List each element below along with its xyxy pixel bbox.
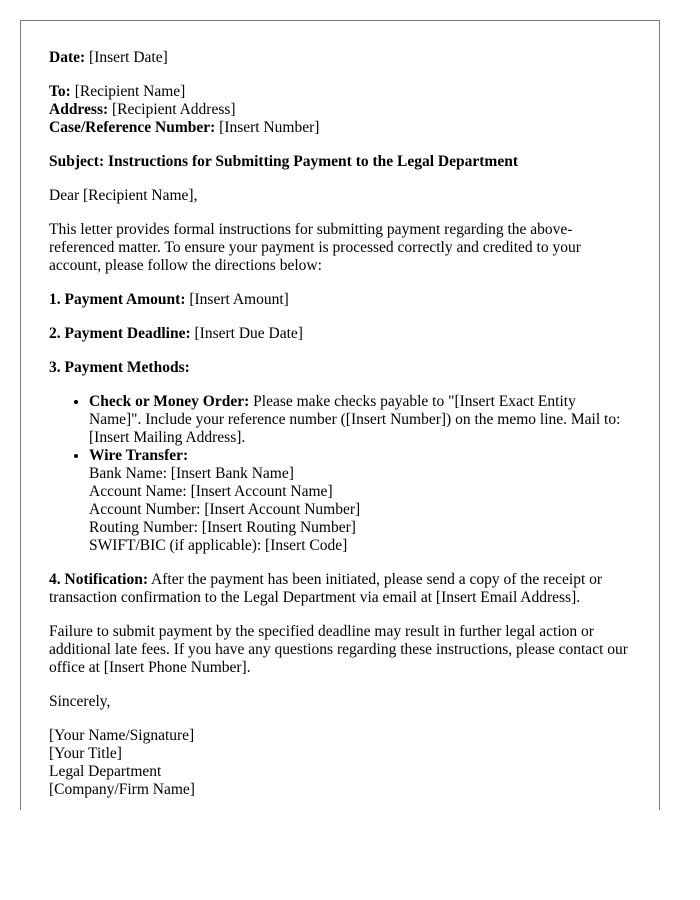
signature-company: [Company/Firm Name] <box>49 781 195 798</box>
subject-line <box>49 153 631 171</box>
signature-name: [Your Name/Signature] <box>49 727 195 744</box>
payment-amount-label: 1. Payment Amount: <box>49 291 186 308</box>
to-line <box>49 83 631 101</box>
to-value: [Recipient Name] <box>70 83 186 100</box>
wire-label: Wire Transfer: <box>89 447 189 464</box>
date-label: Date: <box>49 49 86 66</box>
notification-paragraph <box>49 571 631 607</box>
subject-text: Subject: Instructions for Submitting Payment to the Legal Department <box>49 153 518 170</box>
list-item-check <box>89 393 631 447</box>
date-line <box>49 49 631 67</box>
address-label: Address: <box>49 101 109 118</box>
notification-label: 4. Notification: <box>49 571 149 588</box>
to-label: To: <box>49 83 71 100</box>
case-line <box>49 119 631 137</box>
notification-text: After the payment has been initiated, please send a copy of the receipt or transaction confirmation to the Legal Department via email at [Insert Email Address]. <box>49 571 603 606</box>
payment-methods-label: 3. Payment Methods: <box>49 359 190 376</box>
address-value: [Recipient Address] <box>108 101 236 118</box>
bank-name-line: Bank Name: [Insert Bank Name] <box>89 465 294 482</box>
failure-paragraph: Failure to submit payment by the specified deadline may result in further legal action or additional late fees. If you have any questions regarding these instructions, please contact our office at [Insert Phone Number]. <box>49 623 628 676</box>
payment-deadline-value: [Insert Due Date] <box>190 325 303 342</box>
closing: Sincerely, <box>49 693 111 710</box>
signature-title: [Your Title] <box>49 745 122 762</box>
case-label: Case/Reference Number: <box>49 119 216 136</box>
intro-paragraph: This letter provides formal instructions for submitting payment regarding the above-referenced matter. To ensure your payment is processed correctly and credited to your account, please follow the directions below: <box>49 221 581 274</box>
address-line <box>49 101 631 119</box>
letter-document <box>20 20 660 810</box>
signature-department: Legal Department <box>49 763 162 780</box>
swift-line: SWIFT/BIC (if applicable): [Insert Code] <box>89 537 348 554</box>
account-number-line: Account Number: [Insert Account Number] <box>89 501 361 518</box>
payment-methods-list <box>49 393 631 555</box>
payment-amount <box>49 291 631 309</box>
payment-methods-heading <box>49 359 631 377</box>
account-name-line: Account Name: [Insert Account Name] <box>89 483 333 500</box>
recipient-block <box>49 83 631 137</box>
salutation: Dear [Recipient Name], <box>49 187 198 204</box>
case-value: [Insert Number] <box>215 119 320 136</box>
routing-number-line: Routing Number: [Insert Routing Number] <box>89 519 356 536</box>
signature-block <box>49 727 631 799</box>
payment-deadline <box>49 325 631 343</box>
date-value: [Insert Date] <box>85 49 168 66</box>
check-label: Check or Money Order: <box>89 393 250 410</box>
payment-deadline-label: 2. Payment Deadline: <box>49 325 191 342</box>
list-item-wire <box>89 447 631 555</box>
payment-amount-value: [Insert Amount] <box>185 291 289 308</box>
check-text: Please make checks payable to "[Insert Exact Entity Name]". Include your reference number ([Insert Number]) on the memo line. Mail to: [Insert Mailing Address]. <box>89 393 621 446</box>
